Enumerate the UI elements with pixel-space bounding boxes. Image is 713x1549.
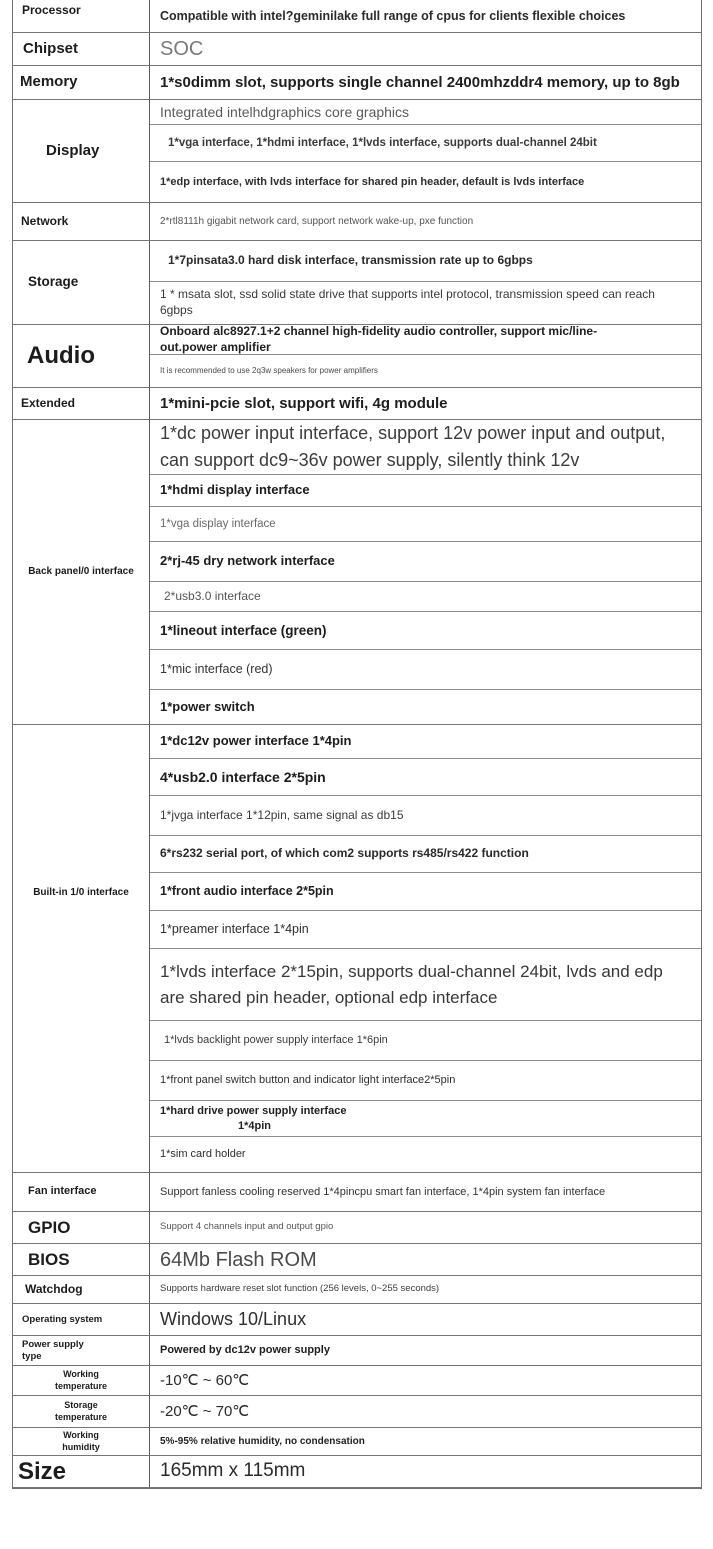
spec-row-power-supply-type [13, 1336, 701, 1366]
row-label-text: Working humidity [62, 1430, 100, 1452]
spec-value: 1*sim card holder [160, 1148, 246, 1161]
spec-value: 2*rtl8111h gigabit network card, support network wake-up, pxe function [160, 216, 474, 227]
spec-value: 1*s0dimm slot, supports single channel 2400mhzddr4 memory, up to 8gb [160, 73, 680, 91]
spec-value: 1*front audio interface 2*5pin [150, 873, 701, 911]
spec-value: 4*usb2.0 interface 2*5pin [150, 759, 701, 796]
row-label [13, 1366, 150, 1395]
spec-row-working-humidity [13, 1428, 701, 1456]
spec-value: 6*rs232 serial port, of which com2 supports rs485/rs422 function [150, 836, 701, 873]
spec-row-chipset [13, 33, 701, 66]
spec-row-size [13, 1456, 701, 1488]
row-label: Audio [13, 325, 150, 387]
spec-value [150, 1101, 701, 1137]
spec-value: -10℃ ~ 60℃ [160, 1371, 250, 1389]
spec-row-memory [13, 66, 701, 100]
spec-row-storage [13, 241, 701, 325]
spec-row-extended [13, 388, 701, 420]
spec-value: Support 4 channels input and output gpio [160, 1221, 334, 1233]
row-label-text: Power supply type [22, 1338, 84, 1362]
spec-value: 1*vga display interface [150, 507, 701, 542]
row-label: Back panel/0 interface [13, 420, 150, 724]
spec-value: 1*lvds backlight power supply interface 1*6pin [150, 1021, 701, 1061]
spec-value: 1*mini-pcie slot, support wifi, 4g module [160, 394, 448, 412]
spec-value: 1*hdmi display interface [150, 475, 701, 507]
row-label: Storage [13, 241, 150, 324]
spec-value: 1*edp interface, with lvds interface for shared pin header, default is lvds interface [160, 175, 585, 188]
row-label [13, 1428, 150, 1455]
spec-row-audio [13, 325, 701, 388]
spec-value: 1*power switch [160, 698, 255, 714]
spec-row-back-panel-io [13, 420, 701, 725]
spec-row-display [13, 100, 701, 203]
row-label-text: Storage temperature [54, 1400, 108, 1422]
spec-value: 1*dc power input interface, support 12v power input and output, can support dc9~36v power supply, silently think 12v [150, 420, 701, 475]
spec-row-processor [13, 0, 701, 33]
spec-value: 2*usb3.0 interface [150, 582, 701, 612]
spec-value: 1*lvds interface 2*15pin, supports dual-channel 24bit, lvds and edp are shared pin header, optional edp interface [150, 949, 701, 1021]
spec-value: Windows 10/Linux [160, 1308, 307, 1329]
spec-value: 2*rj-45 dry network interface [150, 542, 701, 582]
row-label: GPIO [13, 1212, 150, 1243]
row-label: Watchdog [13, 1276, 150, 1303]
spec-value: 1*front panel switch button and indicator light interface2*5pin [150, 1061, 701, 1101]
spec-value: 64Mb Flash ROM [160, 1248, 317, 1271]
spec-value: 1*dc12v power interface 1*4pin [150, 725, 701, 759]
spec-value-text [160, 1104, 346, 1133]
spec-value: 5%-95% relative humidity, no condensation [160, 1436, 365, 1447]
row-label: Fan interface [13, 1173, 150, 1211]
row-label: BIOS [13, 1244, 150, 1275]
spec-table [12, 0, 702, 1489]
row-label: Size [13, 1456, 150, 1487]
spec-row-watchdog [13, 1276, 701, 1304]
row-label [13, 1396, 150, 1427]
spec-value: 1*preamer interface 1*4pin [150, 911, 701, 949]
spec-value: Integrated intelhdgraphics core graphics [150, 100, 701, 125]
row-label: Extended [13, 388, 150, 419]
spec-row-fan-interface [13, 1173, 701, 1212]
spec-row-working-temperature [13, 1366, 701, 1396]
spec-row-network [13, 203, 701, 241]
spec-row-storage-temperature [13, 1396, 701, 1428]
spec-value: Compatible with intel?geminilake full range of cpus for clients flexible choices [160, 8, 626, 23]
row-label [13, 1336, 150, 1365]
spec-value: Powered by dc12v power supply [160, 1344, 330, 1357]
spec-value: -20℃ ~ 70℃ [160, 1402, 250, 1420]
hard-drive-power-line2: 1*4pin [238, 1119, 272, 1132]
spec-value: Supports hardware reset slot function (256 levels, 0~255 seconds) [160, 1283, 440, 1295]
row-label: Chipset [13, 33, 150, 65]
spec-value: 1*7pinsata3.0 hard disk interface, transmission rate up to 6gbps [150, 241, 701, 282]
spec-value: 165mm x 115mm [160, 1460, 306, 1482]
row-label: Display [13, 100, 150, 202]
spec-value-text: It is recommended to use 2q3w speakers for power amplifiers [160, 365, 378, 375]
row-label: Operating system [13, 1304, 150, 1335]
row-label: Processor [13, 0, 150, 32]
spec-value: SOC [160, 38, 204, 60]
row-label: Memory [13, 66, 150, 99]
spec-value: 1*jvga interface 1*12pin, same signal as db15 [150, 796, 701, 836]
spec-value: Support fanless cooling reserved 1*4pincpu smart fan interface, 1*4pin system fan interface [160, 1185, 606, 1198]
spec-value [150, 355, 701, 387]
spec-row-bios [13, 1244, 701, 1276]
row-label-text: Working temperature [54, 1369, 108, 1391]
spec-row-operating-system [13, 1304, 701, 1336]
spec-row-gpio [13, 1212, 701, 1244]
row-label [13, 725, 150, 1172]
spec-value: 1*vga interface, 1*hdmi interface, 1*lvds interface, supports dual-channel 24bit [150, 125, 701, 162]
spec-value: 1*mic interface (red) [150, 650, 701, 690]
spec-value: 1*lineout interface (green) [150, 612, 701, 650]
spec-value: 1 * msata slot, ssd solid state drive that supports intel protocol, transmission speed can reach 6gbps [160, 287, 655, 317]
row-label-text: Built-in 1/0 interface [33, 887, 129, 899]
hard-drive-power-line1: 1*hard drive power supply interface [160, 1105, 347, 1118]
spec-value: Onboard alc8927.1+2 channel high-fidelity audio controller, support mic/line-out.power amplifier [150, 325, 701, 355]
row-label: Network [13, 203, 150, 240]
spec-row-built-in-io [13, 725, 701, 1173]
